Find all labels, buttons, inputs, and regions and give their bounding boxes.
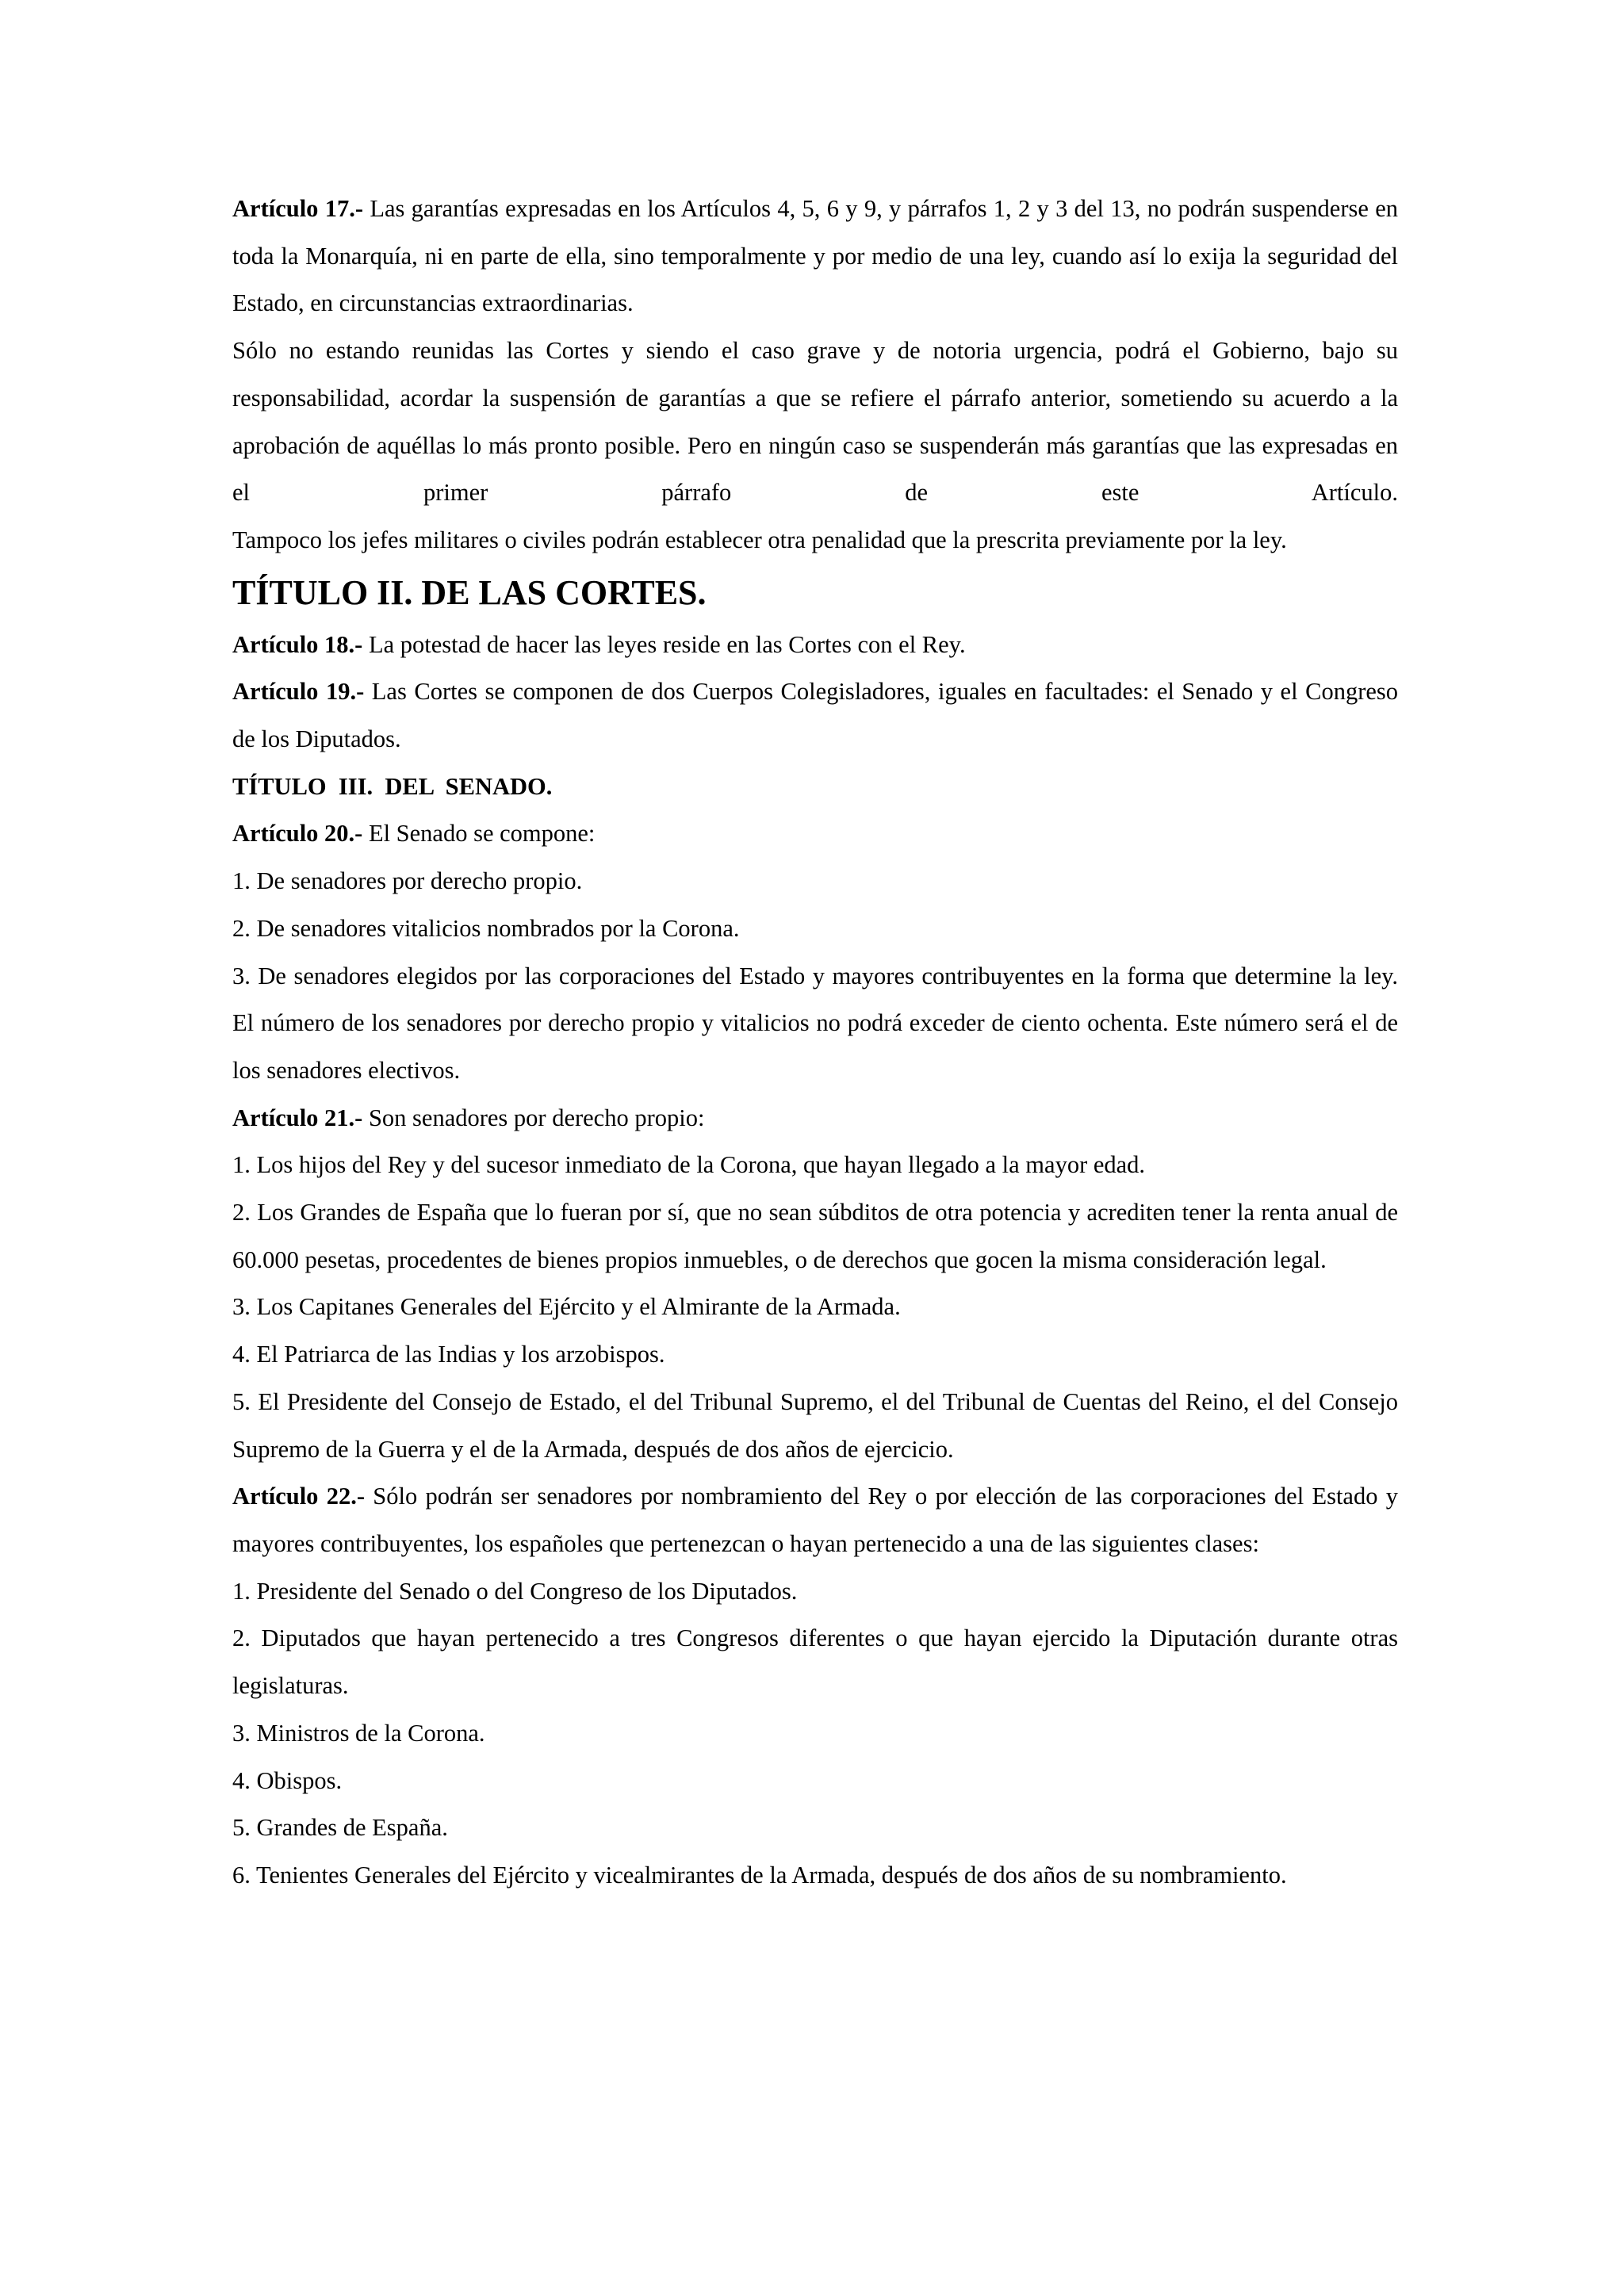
article-22-item: 6. Tenientes Generales del Ejército y vicealmirantes de la Armada, después de dos años de su nombramiento. [232,1861,1287,1888]
article-20-item: 2. De senadores vitalicios nombrados por la Corona. [232,914,740,942]
article-22-item: 2. Diputados que hayan pertenecido a tres Congresos diferentes o que hayan ejercido la Diputación durante otras legislaturas. [232,1624,1398,1700]
article-19-paragraph [232,668,1398,763]
article-18-text: La potestad de hacer las leyes reside en las Cortes con el Rey. [362,630,966,658]
article-17-text: Las garantías expresadas en los Artículos 4, 5, 6 y 9, y párrafos 1, 2 y 3 del 13, no podrán suspenderse en toda la Monarquía, ni en parte de ella, sino temporalmente y por medio de una ley, cuando así lo exija la seguridad del Estado, en circunstancias extraordinarias. [232,195,1398,317]
article-19-text: Las Cortes se componen de dos Cuerpos Colegisladores, iguales en facultades: el Senado y el Congreso de los Diputados. [232,678,1399,753]
article-20-paragraph [232,810,1398,858]
article-21-label: Artículo 21.- [232,1104,363,1131]
article-19-label: Artículo 19.- [232,678,365,706]
article-17-paragraph [232,186,1398,327]
article-20-item: 1. De senadores por derecho propio. [232,867,583,895]
article-21-item: 4. El Patriarca de las Indias y los arzobispos. [232,1341,665,1368]
article-22-item: 1. Presidente del Senado o del Congreso de los Diputados. [232,1577,798,1605]
document-body [232,186,1398,1900]
article-21-item: 3. Los Capitanes Generales del Ejército y el Almirante de la Armada. [232,1293,901,1321]
article-21-text: Son senadores por derecho propio: [362,1104,705,1131]
article-17-label: Artículo 17.- [232,195,364,222]
titulo-2-heading: TÍTULO II. DE LAS CORTES. [232,572,707,612]
article-22-item: 5. Grandes de España. [232,1814,448,1842]
article-21-paragraph [232,1095,1398,1142]
article-22-item: 3. Ministros de la Corona. [232,1719,485,1747]
article-21-item: 1. Los hijos del Rey y del sucesor inmediato de la Corona, que hayan llegado a la mayor edad. [232,1151,1146,1179]
article-21-item: 5. El Presidente del Consejo de Estado, el del Tribunal Supremo, el del Tribunal de Cuentas del Reino, el del Consejo Supremo de la Guerra y el de la Armada, después de dos años de ejercicio. [232,1387,1398,1463]
article-22-text: Sólo podrán ser senadores por nombramiento del Rey o por elección de las corporaciones del Estado y mayores contribuyentes, los españoles que pertenezcan o hayan pertenecido a una de las siguientes clases: [232,1483,1398,1557]
article-22-label: Artículo 22.- [232,1483,365,1510]
article-17-paragraph-3: Tampoco los jefes militares o civiles podrán establecer otra penalidad que la prescrita previamente por la ley. [232,526,1287,553]
titulo-3-heading: TÍTULO III. DEL SENADO. [232,772,553,800]
article-17-paragraph-2: Sólo no estando reunidas las Cortes y siendo el caso grave y de notoria urgencia, podrá el Gobierno, bajo su responsabilidad, acordar la suspensión de garantías a que se refiere el párrafo anterior, sometiendo su acuerdo a la aprobación de aquéllas lo más pronto posible. Pero en ningún caso se suspenderán más garantías que las expresadas en el primer párrafo de este Artículo. [232,337,1398,507]
article-18-paragraph [232,622,1398,669]
article-18-label: Artículo 18.- [232,630,363,658]
article-20-item: 3. De senadores elegidos por las corporaciones del Estado y mayores contribuyentes en la forma que determine la ley. El número de los senadores por derecho propio y vitalicios no podrá exceder de ciento ochenta. Este número será el de los senadores electivos. [232,962,1398,1084]
article-22-item: 4. Obispos. [232,1766,343,1794]
article-20-label: Artículo 20.- [232,820,363,848]
article-21-item: 2. Los Grandes de España que lo fueran por sí, que no sean súbditos de otra potencia y acrediten tener la renta anual de 60.000 pesetas, procedentes de bienes propios inmuebles, o de derechos que gocen la misma consideración legal. [232,1199,1398,1273]
article-22-paragraph [232,1473,1398,1567]
article-20-text: El Senado se compone: [362,820,596,848]
